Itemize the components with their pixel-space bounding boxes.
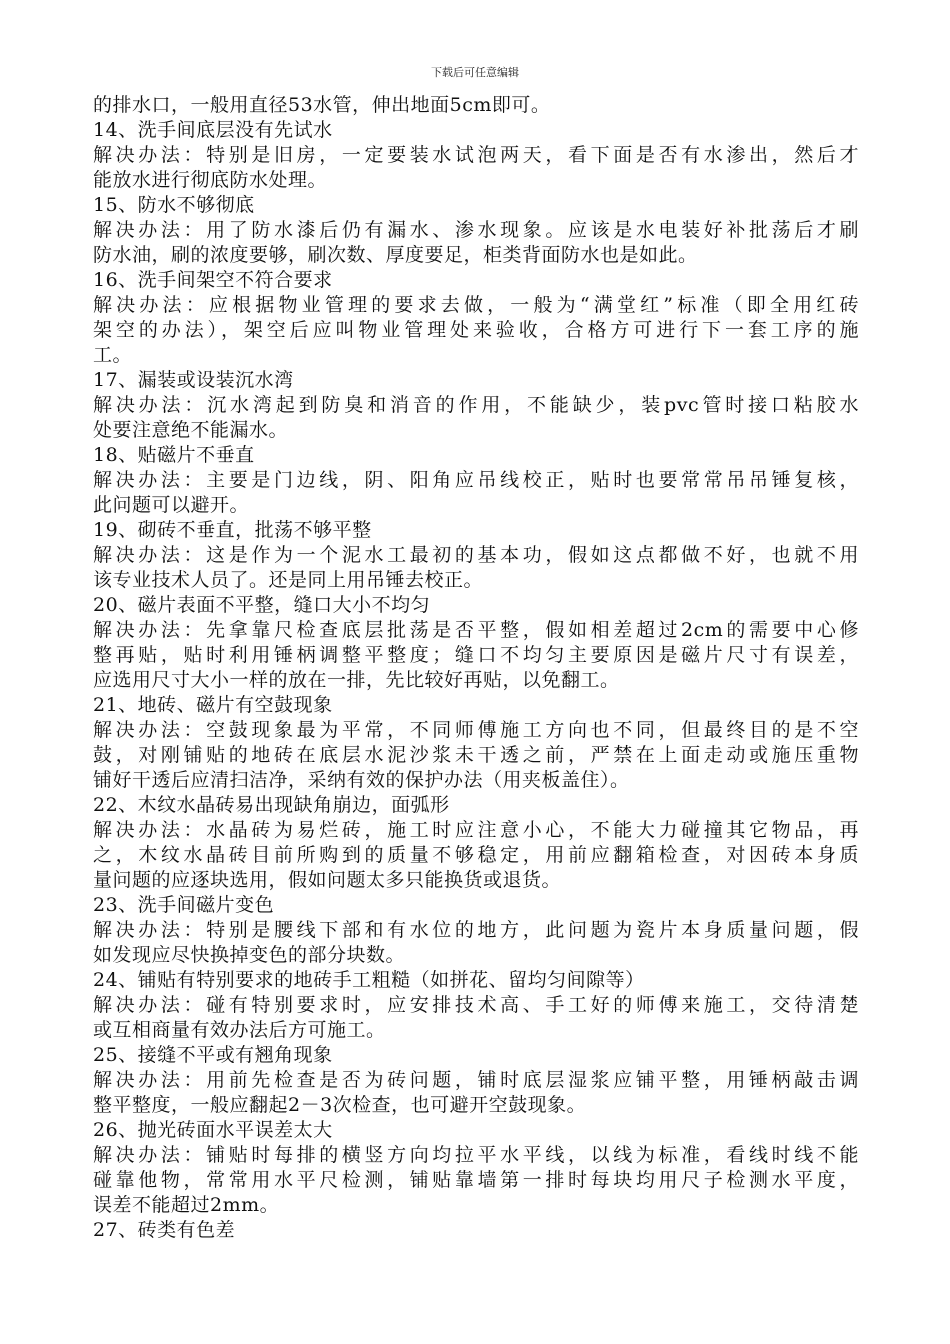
text-line: 解决办法：这是作为一个泥水工最初的基本功，假如这点都做不好，也就不用: [93, 544, 859, 566]
text-line: 能放水进行彻底防水处理。: [93, 169, 328, 191]
text-line: 22、木纹水晶砖易出现缺角崩边，面弧形: [93, 794, 450, 816]
text-line: 解决办法：主要是门边线，阴、阳角应吊线校正，贴时也要常常吊吊锤复核，: [93, 469, 859, 491]
text-line: 解决办法：用了防水漆后仍有漏水、渗水现象。应该是水电装好补批荡后才刷: [93, 219, 859, 241]
page-header: 下载后可任意编辑: [431, 66, 519, 79]
text-line: 27、砖类有色差: [93, 1219, 236, 1241]
text-line: 21、地砖、磁片有空鼓现象: [93, 694, 333, 716]
text-line: 架空的办法），架空后应叫物业管理处来验收，合格方可进行下一套工序的施: [93, 319, 859, 341]
text-line: 如发现应尽快换掉变色的部分块数。: [93, 944, 406, 966]
text-line: 解决办法：水晶砖为易烂砖，施工时应注意小心，不能大力碰撞其它物品，再: [93, 819, 859, 841]
text-line: 整平整度，一般应翻起2－3次检查，也可避开空鼓现象。: [93, 1094, 587, 1116]
text-line: 碰靠他物，常常用水平尺检测，铺贴靠墙第一排时每块均用尺子检测水平度，: [93, 1169, 859, 1191]
text-line: 解决办法：特别是旧房，一定要装水试泡两天，看下面是否有水渗出，然后才: [93, 144, 859, 166]
text-line: 处要注意绝不能漏水。: [93, 419, 289, 441]
text-line: 误差不能超过2mm。: [93, 1194, 280, 1216]
text-line: 该专业技术人员了。还是同上用吊锤去校正。: [93, 569, 484, 591]
text-line: 26、抛光砖面水平误差太大: [93, 1119, 333, 1141]
text-line: 量问题的应逐块选用，假如问题太多只能换货或退货。: [93, 869, 562, 891]
text-line: 15、防水不够彻底: [93, 194, 255, 216]
text-line: 解决办法：空鼓现象最为平常，不同师傅施工方向也不同，但最终目的是不空: [93, 719, 859, 741]
text-line: 解决办法：特别是腰线下部和有水位的地方，此问题为瓷片本身质量问题，假: [93, 919, 859, 941]
text-line: 25、接缝不平或有翘角现象: [93, 1044, 333, 1066]
text-line: 此问题可以避开。: [93, 494, 250, 516]
text-line: 工。: [93, 344, 133, 366]
text-line: 23、洗手间磁片变色: [93, 894, 275, 916]
text-line: 解决办法：铺贴时每排的横竖方向均拉平水平线，以线为标准，看线时线不能: [93, 1144, 859, 1166]
text-line: 20、磁片表面不平整，缝口大小不均匀: [93, 594, 431, 616]
text-line: 铺好干透后应清扫洁净，采纳有效的保护办法（用夹板盖住）。: [93, 769, 630, 791]
text-line: 整再贴，贴时利用锤柄调整平整度；缝口不均匀主要原因是磁片尺寸有误差，: [93, 644, 859, 666]
text-line: 14、洗手间底层没有先试水: [93, 119, 333, 141]
text-line: 17、漏装或设装沉水湾: [93, 369, 294, 391]
text-line: 解决办法：应根据物业管理的要求去做，一般为“满堂红”标准（即全用红砖: [93, 294, 859, 316]
document-body: [93, 93, 859, 1243]
text-line: 之，木纹水晶砖目前所购到的质量不够稳定，用前应翻箱检查，对因砖本身质: [93, 844, 859, 866]
text-line: 解决办法：碰有特别要求时，应安排技术高、手工好的师傅来施工，交待清楚: [93, 994, 859, 1016]
text-line: 18、贴磁片不垂直: [93, 444, 255, 466]
text-line: 的排水口，一般用直径53水管，伸出地面5cm即可。: [93, 94, 551, 116]
text-line: 应选用尺寸大小一样的放在一排，先比较好再贴，以免翻工。: [93, 669, 620, 691]
text-line: 解决办法：沉水湾起到防臭和消音的作用，不能缺少，装pvc管时接口粘胶水: [93, 394, 859, 416]
text-line: 解决办法：先拿靠尺检查底层批荡是否平整，假如相差超过2cm的需要中心修: [93, 619, 859, 641]
text-line: 防水油，刷的浓度要够，刷次数、厚度要足，柜类背面防水也是如此。: [93, 244, 698, 266]
text-line: 鼓，对刚铺贴的地砖在底层水泥沙浆未干透之前，严禁在上面走动或施压重物: [93, 744, 859, 766]
text-line: 16、洗手间架空不符合要求: [93, 269, 333, 291]
text-line: 19、砌砖不垂直，批荡不够平整: [93, 519, 372, 541]
text-line: 或互相商量有效办法后方可施工。: [93, 1019, 386, 1041]
text-line: 24、铺贴有特别要求的地砖手工粗糙（如拼花、留均匀间隙等）: [93, 969, 645, 991]
text-line: 解决办法：用前先检查是否为砖问题，铺时底层湿浆应铺平整，用锤柄敲击调: [93, 1069, 859, 1091]
